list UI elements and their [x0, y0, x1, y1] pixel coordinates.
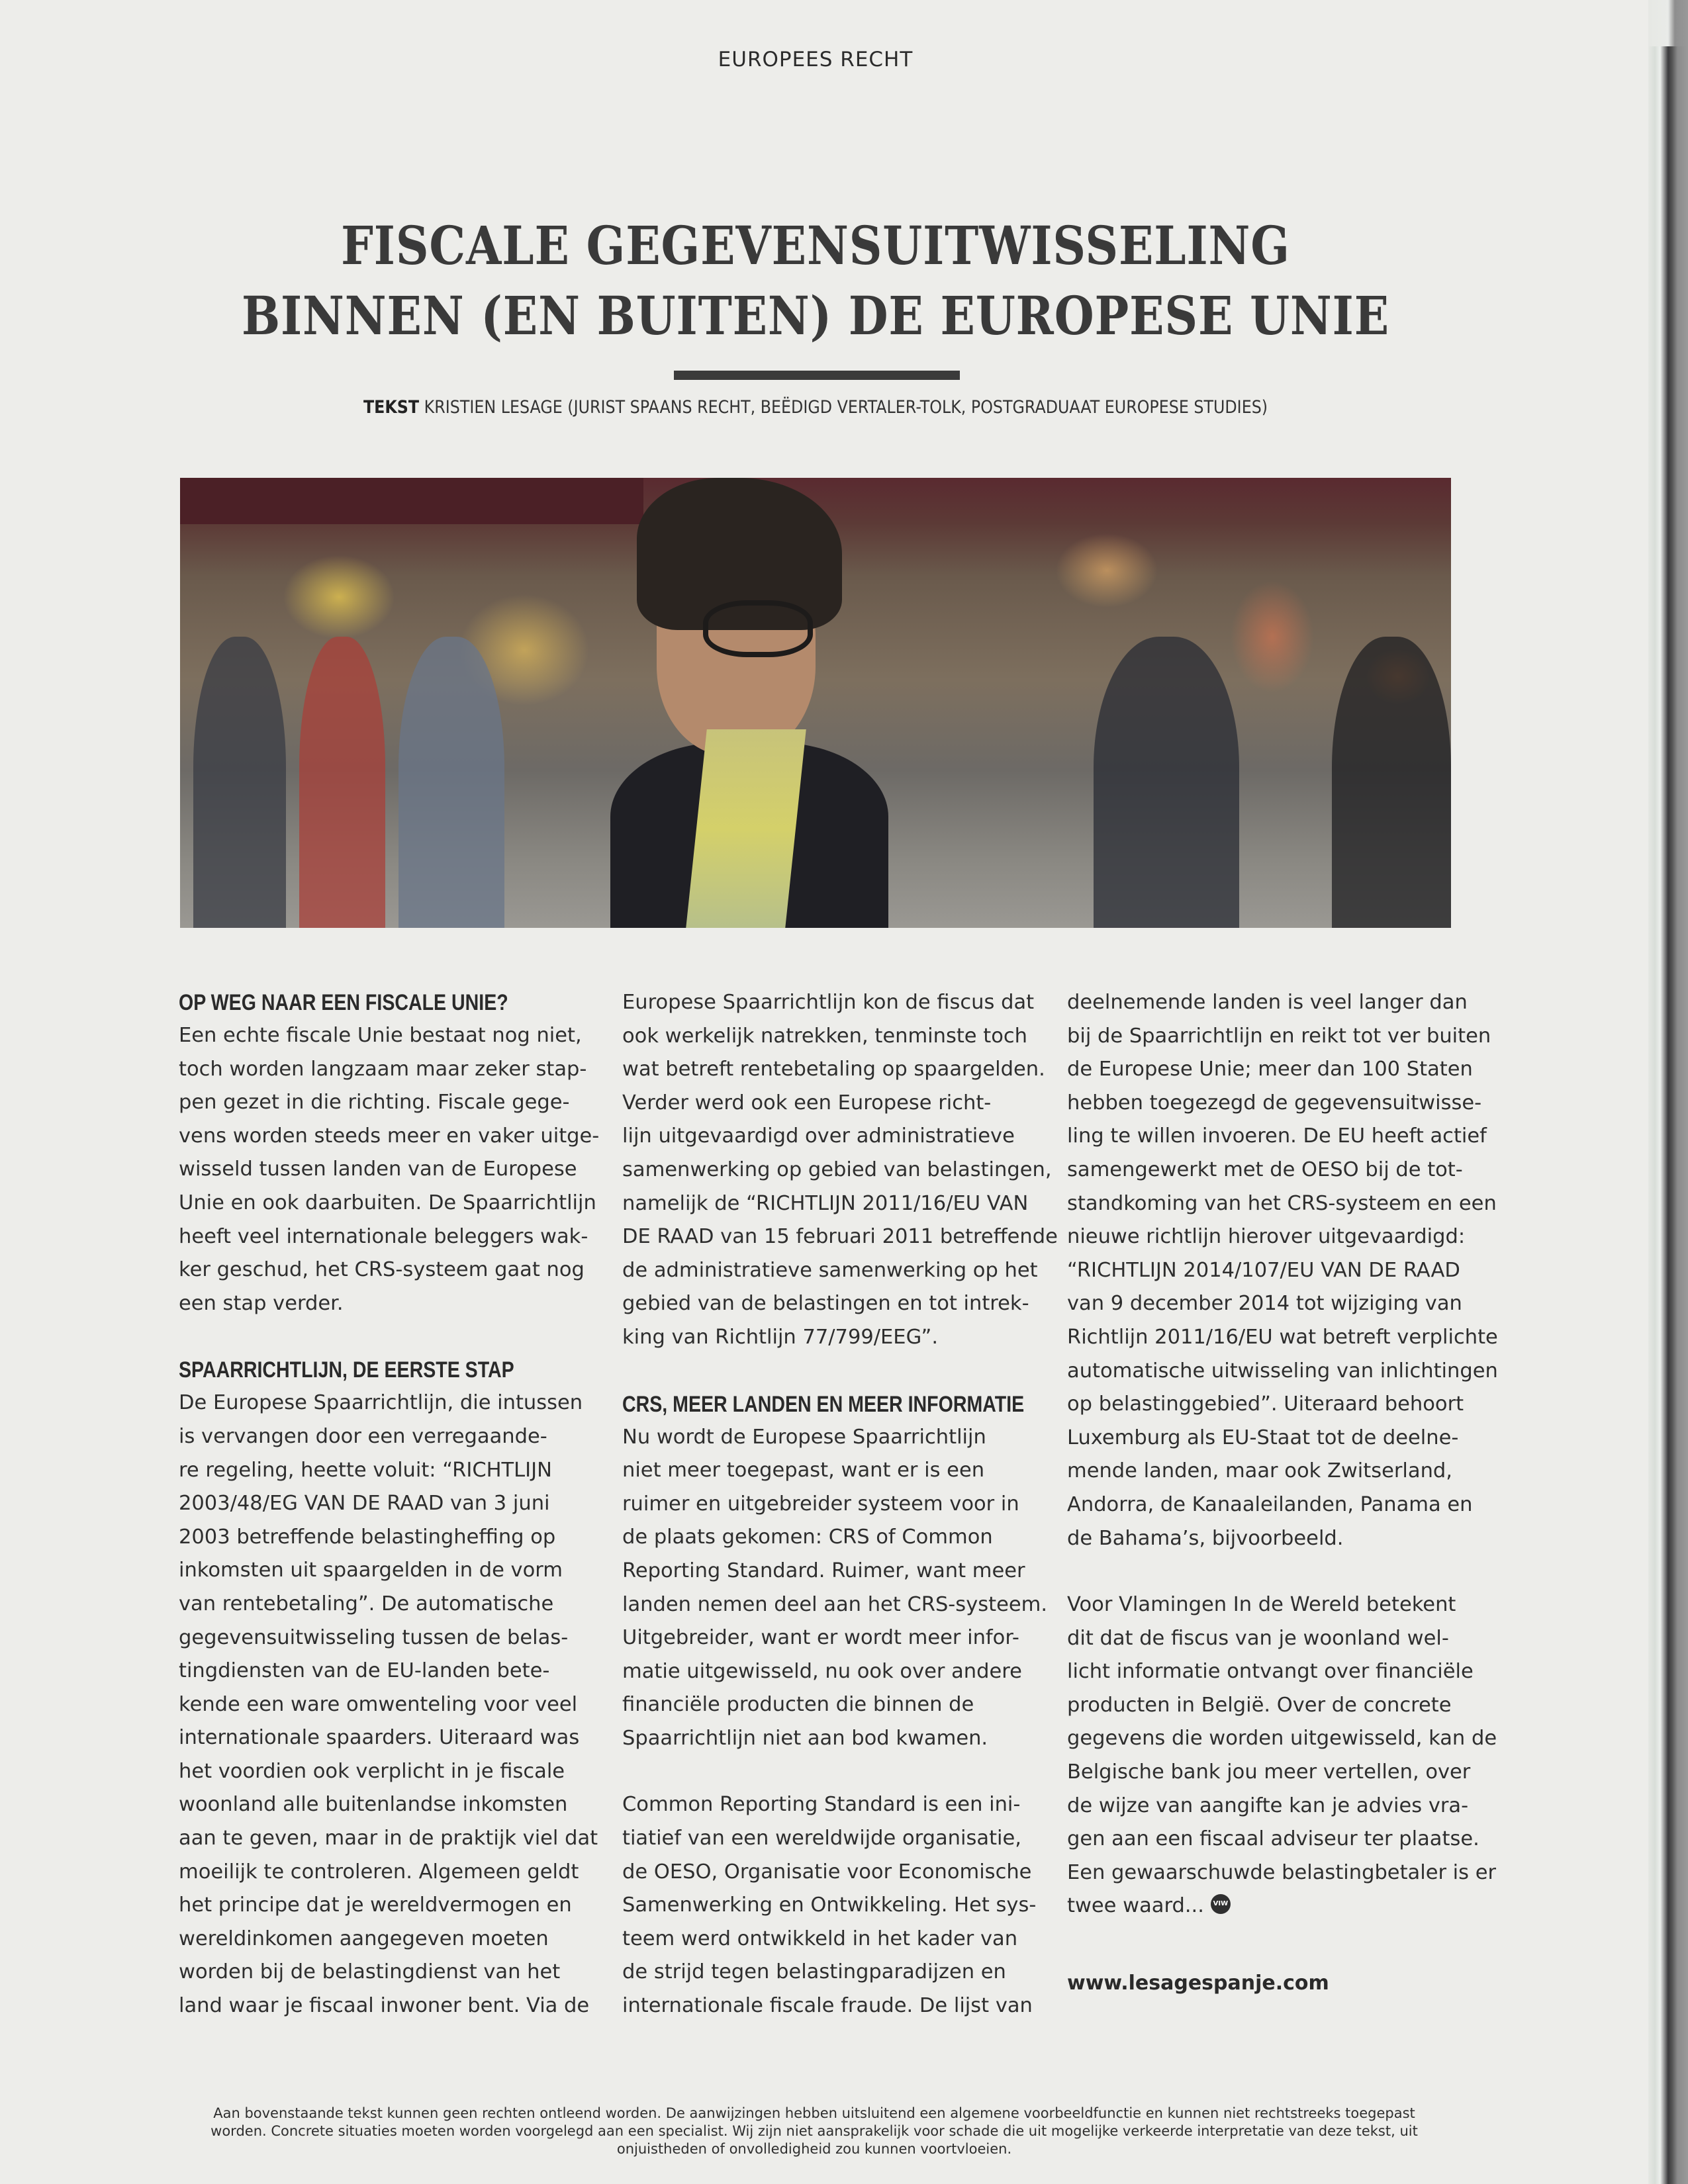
text-line: ruimer en uitgebreider systeem voor in [622, 1492, 1019, 1516]
text-line: inkomsten uit spaargelden in de vorm [179, 1559, 563, 1582]
spacer [622, 1355, 993, 1388]
text-line: de strijd tegen belastingparadijzen en [622, 1960, 1006, 1984]
text-line: van 9 december 2014 tot wijziging van [1067, 1292, 1462, 1316]
paragraph [622, 986, 1058, 1355]
text-line: op belastinggebied”. Uiteraard behoort [1067, 1392, 1464, 1416]
text-line: hebben toegezegd de gegevensuitwisse- [1067, 1091, 1482, 1115]
text-line: de OESO, Organisatie voor Economische [622, 1860, 1032, 1884]
text-line: samenwerking op gebied van belastingen, [622, 1158, 1052, 1181]
byline-label: TEKST [363, 397, 420, 418]
text-line: Een gewaarschuwde belastingbetaler is er [1067, 1860, 1497, 1884]
text-line: Voor Vlamingen In de Wereld betekent [1067, 1593, 1456, 1617]
text-line: Belgische bank jou meer vertellen, over [1067, 1760, 1471, 1784]
text-line: vens worden steeds meer en vaker uitge- [179, 1124, 600, 1148]
text-line: bij de Spaarrichtlijn en reikt tot ver buiten [1067, 1024, 1491, 1048]
text-line: Samenwerking en Ontwikkeling. Het sys- [622, 1893, 1037, 1917]
text-line: Uitgebreider, want er wordt meer infor- [622, 1626, 1019, 1650]
title-divider [674, 371, 960, 380]
text-line: Een echte fiscale Unie bestaat nog niet, [179, 1024, 582, 1047]
text-line: De Europese Spaarrichtlijn, die intussen [179, 1391, 583, 1415]
paragraph [179, 1019, 600, 1320]
subject-scarf [686, 729, 806, 928]
text-line: wat betreft rentebetaling op spaargelden. [622, 1058, 1045, 1081]
text-line: “RICHTLIJN 2014/107/EU VAN DE RAAD [1067, 1258, 1460, 1282]
subheading: CRS, MEER LANDEN EN MEER INFORMATIE [622, 1391, 1025, 1417]
text-line: woonland alle buitenlandse inkomsten [179, 1793, 568, 1817]
market-banner [180, 478, 643, 524]
crowd-figure [1094, 637, 1239, 928]
subheading: SPAARRICHTLIJN, DE EERSTE STAP [179, 1357, 514, 1383]
text-line: wisseld tussen landen van de Europese [179, 1158, 577, 1181]
text-line: een stap verder. [179, 1291, 344, 1315]
text-line: samengewerkt met de OESO bij de tot- [1067, 1158, 1463, 1181]
text-line: tingdiensten van de EU-landen bete- [179, 1659, 550, 1683]
text-line: internationale fiscale fraude. De lijst van [622, 1994, 1033, 2018]
text-line: de plaats gekomen: CRS of Common [622, 1525, 993, 1549]
text-line: Reporting Standard. Ruimer, want meer [622, 1559, 1025, 1582]
text-line: 2003 betreffende belastingheffing op [179, 1525, 556, 1549]
text-line: ker geschud, het CRS-systeem gaat nog [179, 1258, 585, 1282]
text-line: aan te geven, maar in de praktijk viel dat [179, 1827, 598, 1850]
disclaimer-line: onjuistheden of onvolledigheid zou kunnen voortvloeien. [616, 2141, 1012, 2157]
text-line: Common Reporting Standard is een ini- [622, 1793, 1021, 1817]
page-edge-top [1648, 0, 1688, 46]
text-line: dit dat de fiscus van je woonland wel- [1067, 1626, 1449, 1650]
text-line: ook werkelijk natrekken, tenminste toch [622, 1024, 1027, 1048]
disclaimer-line: worden. Concrete situaties moeten worden voorgelegd aan een specialist. Wij zijn niet aansprakelijk voor schade die uit mogelijke verkeerde interpretatie van deze tekst, uit [211, 2123, 1418, 2139]
column-3 [1067, 986, 1498, 2001]
text-line: de Europese Unie; meer dan 100 Staten [1067, 1058, 1473, 1081]
text-line: worden bij de belastingdienst van het [179, 1960, 561, 1984]
text-line: gegevens die worden uitgewisseld, kan de [1067, 1727, 1497, 1751]
text-line: de Bahama’s, bijvoorbeeld. [1067, 1526, 1344, 1550]
text-line: het voordien ook verplicht in je fiscale [179, 1759, 565, 1783]
text-line: deelnemende landen is veel langer dan [1067, 991, 1468, 1014]
byline [98, 397, 1533, 418]
spacer [1067, 1555, 1438, 1588]
text-line: re regeling, heette voluit: “RICHTLIJN [179, 1458, 552, 1482]
crowd-figure [1332, 637, 1451, 928]
text-line: pen gezet in die richting. Fiscale gege- [179, 1091, 570, 1115]
crowd-figure [399, 637, 504, 928]
text-line: is vervangen door een verregaande- [179, 1424, 547, 1448]
text-line: financiële producten die binnen de [622, 1693, 974, 1717]
article-title [114, 210, 1517, 351]
text-line: Spaarrichtlijn niet aan bod kwamen. [622, 1726, 988, 1750]
text-line: lijn uitgevaardigd over administratieve [622, 1124, 1015, 1148]
text-line: DE RAAD van 15 februari 2011 betreffende [622, 1225, 1058, 1249]
text-line: land waar je fiscaal inwoner bent. Via de [179, 1994, 590, 2018]
crowd-figure [193, 637, 286, 928]
text-line: teem werd ontwikkeld in het kader van [622, 1927, 1018, 1950]
text-line: wereldinkomen aangegeven moeten [179, 1927, 549, 1950]
portrait-subject [610, 478, 888, 928]
text-line: matie uitgewisseld, nu ook over andere [622, 1659, 1022, 1683]
disclaimer-line: Aan bovenstaande tekst kunnen geen rechten ontleend worden. De aanwijzingen hebben uitsluitend een algemene voorbeeldfunctie en kunnen niet rechtstreeks toegepast [213, 2105, 1415, 2121]
text-line: licht informatie ontvangt over financiële [1067, 1660, 1474, 1684]
text-line: 2003/48/EG VAN DE RAAD van 3 juni [179, 1492, 550, 1516]
disclaimer [179, 2105, 1450, 2158]
byline-author: KRISTIEN LESAGE (JURIST SPAANS RECHT, BEËDIGD VERTALER-TOLK, POSTGRADUAAT EUROPESE STUDIES) [424, 397, 1268, 418]
text-line: mende landen, maar ook Zwitserland, [1067, 1459, 1452, 1483]
text-line: Luxemburg als EU-Staat tot de deelne- [1067, 1426, 1459, 1449]
text-line: gebied van de belastingen en tot intrek- [622, 1292, 1029, 1316]
article-photo [180, 478, 1451, 928]
paragraph [179, 1387, 598, 2023]
text-line: king van Richtlijn 77/799/EEG”. [622, 1325, 939, 1349]
title-line-2: BINNEN (EN BUITEN) DE EUROPESE UNIE [241, 285, 1390, 347]
text-line: de administratieve samenwerking op het [622, 1258, 1038, 1282]
text-line: niet meer toegepast, want er is een [622, 1459, 985, 1482]
text-line: landen nemen deel aan het CRS-systeem. [622, 1592, 1048, 1616]
paragraph [1067, 986, 1498, 1555]
text-line: moeilijk te controleren. Algemeen geldt [179, 1860, 579, 1884]
section-label: EUROPEES RECHT [718, 48, 914, 71]
spacer [179, 1320, 549, 1353]
text-line: tiatief van een wereldwijde organisatie, [622, 1827, 1021, 1850]
subheading: OP WEG NAAR EEN FISCALE UNIE? [179, 990, 508, 1015]
viw-logo-icon: VIW [1211, 1894, 1231, 1914]
text-line: ling te willen invoeren. De EU heeft actief [1067, 1124, 1487, 1148]
column-1 [179, 986, 600, 2023]
page-edge [1648, 0, 1688, 2184]
spacer [622, 1755, 993, 1788]
text-line: nieuwe richtlijn hierover uitgevaardigd: [1067, 1225, 1466, 1249]
crowd-figure [299, 637, 385, 928]
text-line: Unie en ook daarbuiten. De Spaarrichtlijn [179, 1191, 596, 1214]
text-line: het principe dat je wereldvermogen en [179, 1893, 572, 1917]
text-line: producten in België. Over de concrete [1067, 1693, 1452, 1717]
text-line: Richtlijn 2011/16/EU wat betreft verplichte [1067, 1325, 1498, 1349]
paragraph [622, 1788, 1037, 2023]
text-line: Verder werd ook een Europese richt- [622, 1091, 992, 1115]
title-line-1: FISCALE GEGEVENSUITWISSELING [341, 214, 1290, 277]
text-line: automatische uitwisseling van inlichtingen [1067, 1359, 1498, 1383]
text-line: gen aan een fiscaal adviseur ter plaatse. [1067, 1827, 1479, 1851]
text-line: Europese Spaarrichtlijn kon de fiscus dat [622, 991, 1035, 1014]
paragraph [1067, 1588, 1497, 1923]
text-line: kende een ware omwenteling voor veel [179, 1692, 578, 1716]
text-line: Andorra, de Kanaaleilanden, Panama en [1067, 1492, 1473, 1516]
column-2 [622, 986, 1058, 2023]
paragraph [622, 1421, 1048, 1756]
text-line: Nu wordt de Europese Spaarrichtlijn [622, 1425, 986, 1449]
text-line: de wijze van aangifte kan je advies vra- [1067, 1794, 1469, 1817]
text-line: toch worden langzaam maar zeker stap- [179, 1057, 587, 1081]
website-link[interactable]: www.lesagespanje.com [1067, 1972, 1329, 1995]
text-line: namelijk de “RICHTLIJN 2011/16/EU VAN [622, 1191, 1029, 1215]
text-line: internationale spaarders. Uiteraard was [179, 1726, 580, 1750]
text-line: twee waard... VIW [1067, 1889, 1438, 1923]
text-line: standkoming van het CRS-systeem en een [1067, 1191, 1497, 1215]
text-line: heeft veel internationale beleggers wak- [179, 1224, 588, 1248]
text-line: van rentebetaling”. De automatische [179, 1592, 554, 1615]
text-line: gegevensuitwisseling tussen de belas- [179, 1625, 569, 1649]
glasses-icon [703, 600, 813, 657]
